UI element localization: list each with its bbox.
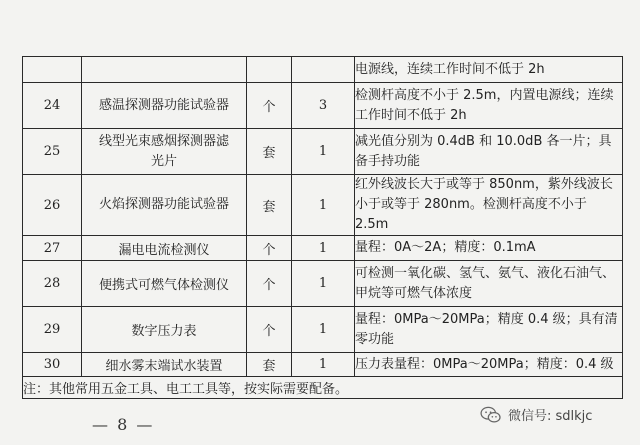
watermark	[480, 405, 592, 424]
row-number: 29	[23, 307, 82, 353]
quantity: 1	[292, 236, 355, 261]
table-row	[23, 353, 623, 377]
page-number: — 8 —	[92, 415, 155, 434]
equipment-name: 便携式可燃气体检测仪	[82, 261, 247, 307]
unit	[247, 57, 292, 83]
table-row	[23, 129, 623, 175]
table-row	[23, 83, 623, 129]
row-number	[23, 57, 82, 83]
table-note-row	[23, 377, 623, 399]
unit: 套	[247, 129, 292, 175]
requirement: 量程：0A～2A；精度：0.1mA	[355, 236, 623, 261]
requirement: 红外线波长大于或等于 850nm，紫外线波长小于或等于 280nm。检测杆高度不小于 2.5m	[355, 175, 623, 236]
unit: 个	[247, 307, 292, 353]
requirement: 量程：0MPa～20MPa；精度 0.4 级；具有清零功能	[355, 307, 623, 353]
requirement: 减光值分别为 0.4dB 和 10.0dB 各一片；具备手持功能	[355, 129, 623, 175]
requirement: 检测杆高度不小于 2.5m，内置电源线；连续工作时间不低于 2h	[355, 83, 623, 129]
wechat-icon	[480, 406, 502, 424]
unit: 个	[247, 261, 292, 307]
equipment-name: 线型光束感烟探测器滤光片	[82, 129, 247, 175]
requirement: 电源线，连续工作时间不低于 2h	[355, 57, 623, 83]
row-number: 24	[23, 83, 82, 129]
quantity: 1	[292, 307, 355, 353]
requirement: 压力表量程：0MPa～20MPa；精度：0.4 级	[355, 353, 623, 377]
equipment-name: 火焰探测器功能试验器	[82, 175, 247, 236]
quantity: 1	[292, 261, 355, 307]
row-number: 28	[23, 261, 82, 307]
table-row	[23, 175, 623, 236]
table-row	[23, 307, 623, 353]
equipment-name: 细水雾末端试水装置	[82, 353, 247, 377]
unit: 个	[247, 236, 292, 261]
watermark-text: 微信号: sdlkjc	[508, 409, 593, 424]
unit: 套	[247, 175, 292, 236]
row-number: 27	[23, 236, 82, 261]
table-note: 注：其他常用五金工具、电工工具等，按实际需要配备。	[23, 377, 623, 399]
unit: 个	[247, 83, 292, 129]
equipment-name: 漏电电流检测仪	[82, 236, 247, 261]
unit: 套	[247, 353, 292, 377]
table-row	[23, 236, 623, 261]
quantity: 1	[292, 353, 355, 377]
row-number: 25	[23, 129, 82, 175]
requirement: 可检测一氧化碳、氢气、氨气、液化石油气、甲烷等可燃气体浓度	[355, 261, 623, 307]
row-number: 26	[23, 175, 82, 236]
equipment-table	[22, 56, 623, 399]
quantity: 1	[292, 129, 355, 175]
table-row	[23, 261, 623, 307]
equipment-name: 感温探测器功能试验器	[82, 83, 247, 129]
quantity: 3	[292, 83, 355, 129]
quantity	[292, 57, 355, 83]
equipment-name	[82, 57, 247, 83]
row-number: 30	[23, 353, 82, 377]
quantity: 1	[292, 175, 355, 236]
table-row	[23, 57, 623, 83]
equipment-name: 数字压力表	[82, 307, 247, 353]
